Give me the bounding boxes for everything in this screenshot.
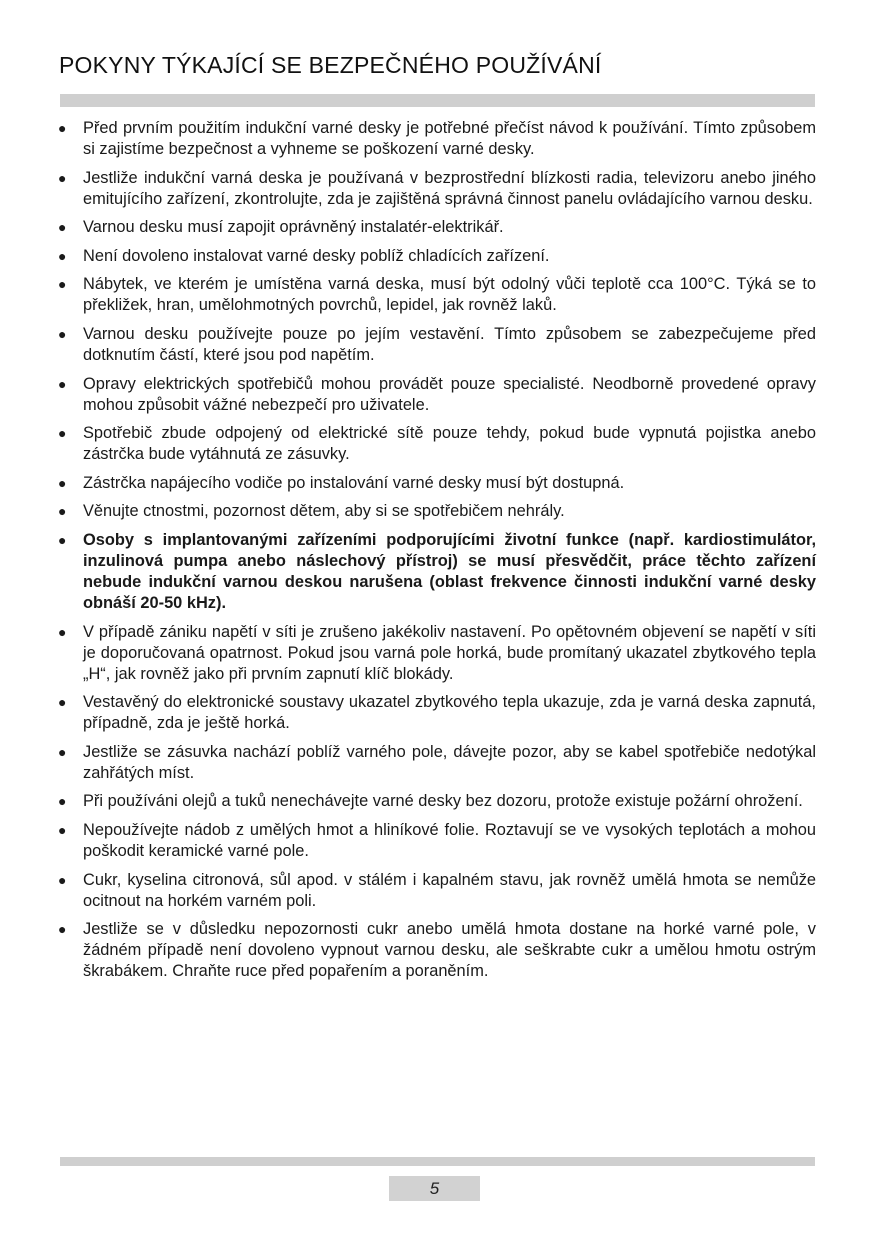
bullet-icon: ● bbox=[58, 623, 67, 640]
list-item-text: V případě zániku napětí v síti je zrušeno jakékoliv nastavení. Po opětovném objevení se napětí v síti je doporučovaná opatrnost. Pokud jsou varná pole horká, bude promítaný ukazatel zbytkového tepla „H“, jak rovněž jako při prvním zapnutí klíč blokády. bbox=[83, 622, 816, 683]
list-item-text: Jestliže se v důsledku nepozornosti cukr anebo umělá hmota dostane na horké varné pole, v žádném případě není dovoleno vypnout varnou desku, ale seškrabte cukr a umělou hmotu ostrým škrabákem. Chraňte ruce před popařením a poraněním. bbox=[83, 920, 816, 981]
safety-instructions-list bbox=[58, 118, 816, 990]
list-item bbox=[58, 742, 816, 784]
list-item-text: Zástrčka napájecího vodiče po instalování varné desky musí být dostupná. bbox=[83, 473, 625, 492]
list-item bbox=[58, 791, 816, 812]
header-divider bbox=[60, 94, 815, 107]
bullet-icon: ● bbox=[58, 425, 67, 442]
list-item bbox=[58, 870, 816, 912]
list-item-text: Opravy elektrických spotřebičů mohou provádět pouze specialisté. Neodborně provedené opravy mohou způsobit vážné nebezpečí pro uživatele. bbox=[83, 374, 816, 414]
list-item bbox=[58, 820, 816, 862]
bullet-icon: ● bbox=[58, 793, 67, 810]
list-item bbox=[58, 919, 816, 982]
list-item-text: Jestliže se zásuvka nachází poblíž varného pole, dávejte pozor, aby se kabel spotřebiče nedotýkal zahřátých míst. bbox=[83, 742, 816, 782]
bullet-icon: ● bbox=[58, 821, 67, 838]
list-item-text: Varnou desku používejte pouze po jejím vestavění. Tímto způsobem se zabezpečujeme před dotknutím částí, které jsou pod napětím. bbox=[83, 324, 816, 364]
bullet-icon: ● bbox=[58, 871, 67, 888]
bullet-icon: ● bbox=[58, 503, 67, 520]
list-item-text: Spotřebič zbude odpojený od elektrické sítě pouze tehdy, pokud bude vypnutá pojistka anebo zástrčka bude vytáhnutá ze zásuvky. bbox=[83, 424, 816, 464]
list-item bbox=[58, 374, 816, 416]
bullet-icon: ● bbox=[58, 694, 67, 711]
list-item bbox=[58, 274, 816, 316]
list-item bbox=[58, 246, 816, 267]
bullet-icon: ● bbox=[58, 375, 67, 392]
bullet-icon: ● bbox=[58, 474, 67, 491]
bullet-icon: ● bbox=[58, 247, 67, 264]
list-item-text: Cukr, kyselina citronová, sůl apod. v stálém i kapalném stavu, jak rovněž umělá hmota se nemůže ocitnout na horkém varném poli. bbox=[83, 870, 816, 910]
list-item bbox=[58, 217, 816, 238]
list-item-text: Není dovoleno instalovat varné desky poblíž chladících zařízení. bbox=[83, 246, 550, 265]
page-title: POKYNY TÝKAJÍCÍ SE BEZPEČNÉHO POUŽÍVÁNÍ bbox=[59, 52, 602, 78]
bullet-icon: ● bbox=[58, 276, 67, 293]
bullet-icon: ● bbox=[58, 219, 67, 236]
list-item-text: Jestliže indukční varná deska je používaná v bezprostřední blízkosti radia, televizoru anebo jiného emitujícího zařízení, zkontrolujte, zda je zajištěná správná činnost panelu ovládajícího varnou desku. bbox=[83, 168, 816, 208]
list-item bbox=[58, 622, 816, 685]
bullet-icon: ● bbox=[58, 120, 67, 136]
bullet-icon: ● bbox=[58, 743, 67, 760]
list-item bbox=[58, 118, 816, 160]
list-item bbox=[58, 501, 816, 522]
list-item-text: Při používáni olejů a tuků nenechávejte varné desky bez dozoru, protože existuje požární ohrožení. bbox=[83, 792, 803, 811]
bullet-icon: ● bbox=[58, 325, 67, 342]
footer-divider bbox=[60, 1157, 815, 1166]
bullet-icon: ● bbox=[58, 921, 67, 938]
list-item bbox=[58, 168, 816, 210]
list-item-text: Vestavěný do elektronické soustavy ukazatel zbytkového tepla ukazuje, zda je varná deska zapnutá, případně, zda je ještě horká. bbox=[83, 693, 816, 733]
bullet-icon: ● bbox=[58, 531, 67, 548]
list-item-text: Varnou desku musí zapojit oprávněný instalatér-elektrikář. bbox=[83, 218, 504, 237]
list-item-text: Věnujte ctnostmi, pozornost dětem, aby si se spotřebičem nehrály. bbox=[83, 502, 565, 521]
list-item bbox=[58, 423, 816, 465]
bullet-icon: ● bbox=[58, 169, 67, 186]
list-item-text: Osoby s implantovanými zařízeními podporujícími životní funkce (např. kardiostimulátor, inzulinová pumpa anebo náslechový přístroj) se musí přesvědčit, práce těchto zařízení nebude indukční varnou deskou narušena (oblast frekvence činnosti indukční varné desky obnáší 20-50 kHz). bbox=[83, 530, 816, 612]
list-item bbox=[58, 692, 816, 734]
list-item-text: Nábytek, ve kterém je umístěna varná deska, musí být odolný vůči teplotě cca 100°C. Týká se to překližek, hran, umělohmotných povrchů, lepidel, jak rovněž laků. bbox=[83, 275, 816, 315]
page-number: 5 bbox=[389, 1176, 480, 1201]
list-item-text: Před prvním použitím indukční varné desky je potřebné přečíst návod k používání. Tímto způsobem si zajistíme bezpečnost a vyhneme se poškození varné desky. bbox=[83, 119, 816, 158]
list-item-text: Nepoužívejte nádob z umělých hmot a hliníkové folie. Roztavují se ve vysokých teplotách a mohou poškodit keramické varné pole. bbox=[83, 820, 816, 860]
list-item bbox=[58, 324, 816, 366]
list-item bbox=[58, 473, 816, 494]
list-item bbox=[58, 530, 816, 614]
